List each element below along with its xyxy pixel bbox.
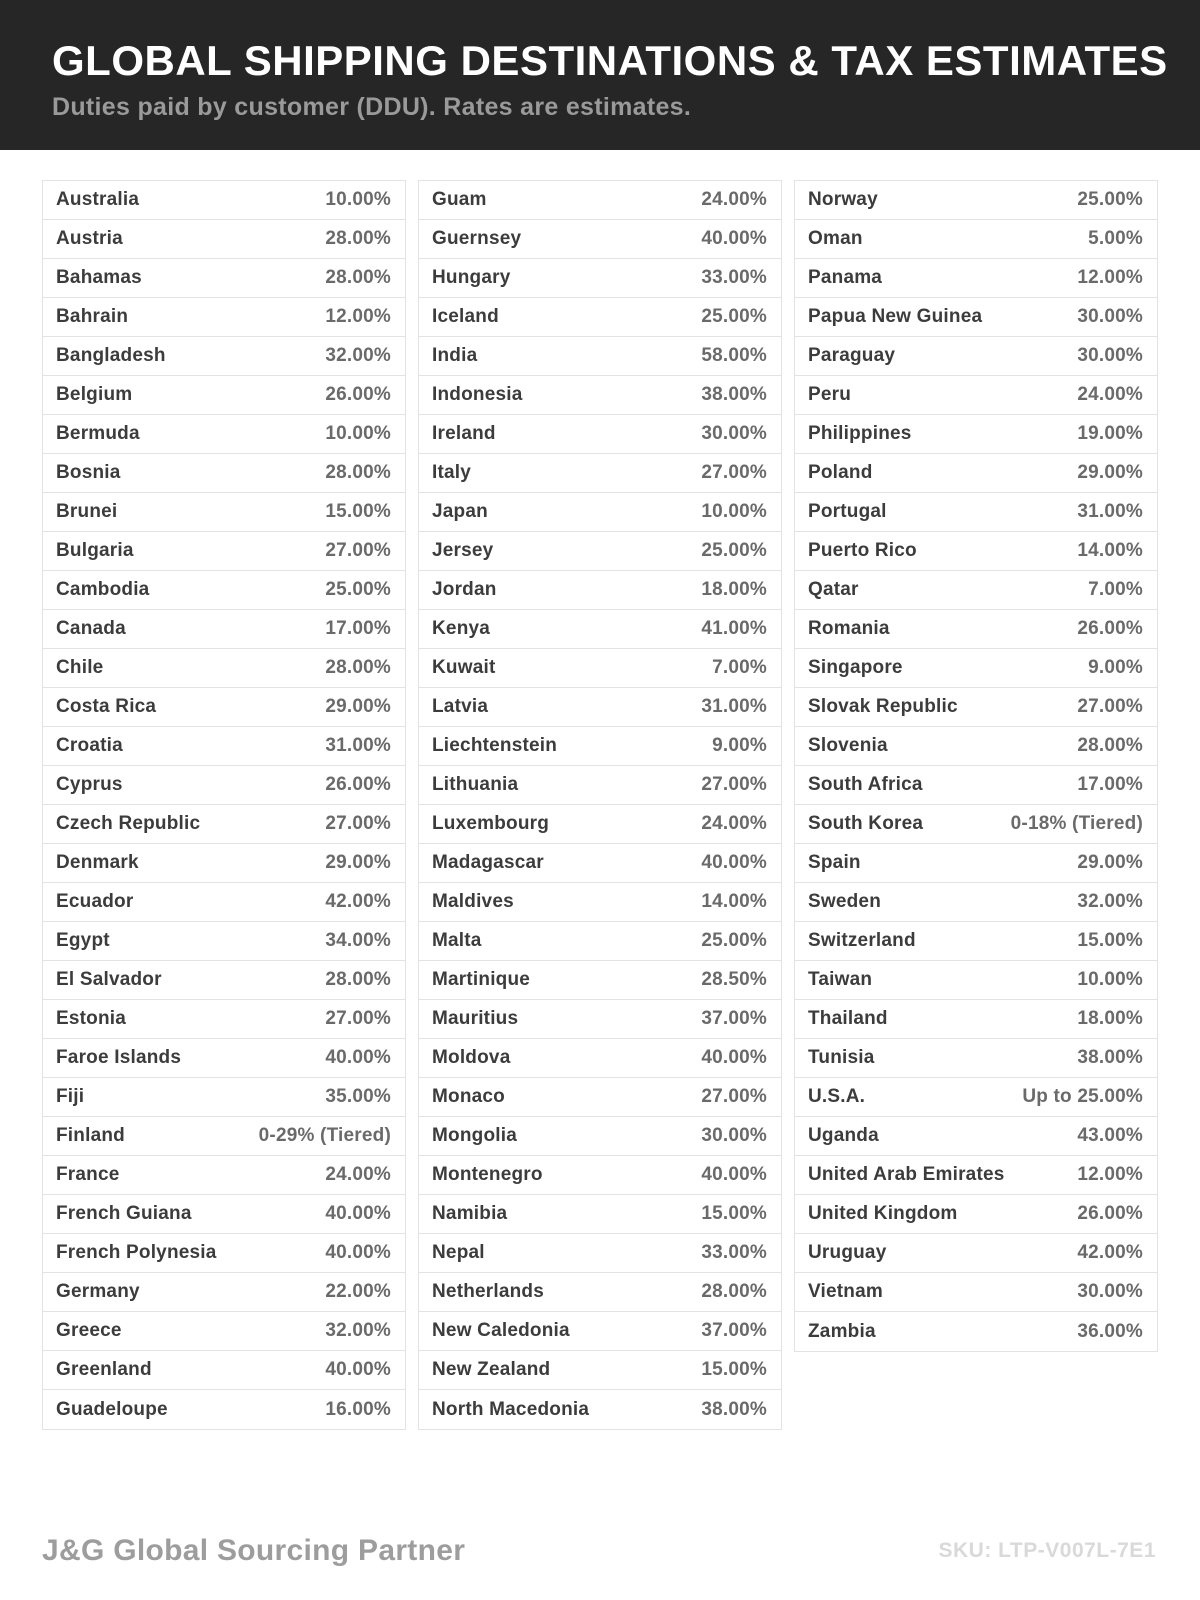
country-name: Fiji xyxy=(56,1086,85,1107)
tax-rate: 12.00% xyxy=(325,306,391,327)
country-name: Thailand xyxy=(808,1008,888,1029)
tax-rate: 25.00% xyxy=(1077,189,1143,210)
table-row xyxy=(419,1312,781,1351)
table-row xyxy=(795,259,1157,298)
country-name: Australia xyxy=(56,189,140,210)
tax-rate: 40.00% xyxy=(325,1242,391,1263)
table-row xyxy=(43,1195,405,1234)
country-name: Faroe Islands xyxy=(56,1047,182,1068)
table-row xyxy=(795,220,1157,259)
table-row xyxy=(419,649,781,688)
country-name: Netherlands xyxy=(432,1281,545,1302)
tax-rate: 29.00% xyxy=(325,696,391,717)
header-banner xyxy=(0,0,1200,150)
table-row xyxy=(795,298,1157,337)
table-row xyxy=(43,220,405,259)
table-row xyxy=(419,1039,781,1078)
table-row xyxy=(419,1234,781,1273)
tax-rate: 40.00% xyxy=(701,1164,767,1185)
table-row xyxy=(795,844,1157,883)
country-name: Denmark xyxy=(56,852,139,873)
tax-rate: 14.00% xyxy=(701,891,767,912)
country-name: Mongolia xyxy=(432,1125,517,1146)
country-name: Malta xyxy=(432,930,482,951)
tax-rate: 42.00% xyxy=(1077,1242,1143,1263)
country-name: Philippines xyxy=(808,423,912,444)
table-row xyxy=(795,922,1157,961)
table-row xyxy=(795,727,1157,766)
country-name: Romania xyxy=(808,618,890,639)
country-name: Martinique xyxy=(432,969,531,990)
table-row xyxy=(419,532,781,571)
country-name: Kuwait xyxy=(432,657,496,678)
tax-rate: 10.00% xyxy=(701,501,767,522)
country-name: Jordan xyxy=(432,579,497,600)
country-name: North Macedonia xyxy=(432,1398,590,1420)
table-row xyxy=(795,181,1157,220)
table-row xyxy=(795,1000,1157,1039)
table-row xyxy=(43,1117,405,1156)
country-name: Namibia xyxy=(432,1203,508,1224)
table-row xyxy=(43,1039,405,1078)
tax-rate: 36.00% xyxy=(1077,1320,1143,1342)
tax-rate: 33.00% xyxy=(701,267,767,288)
country-name: Hungary xyxy=(432,267,511,288)
table-row xyxy=(795,376,1157,415)
tax-rate: 27.00% xyxy=(1077,696,1143,717)
country-name: French Polynesia xyxy=(56,1242,217,1263)
country-name: Liechtenstein xyxy=(432,735,558,756)
country-name: Sweden xyxy=(808,891,881,912)
tax-rate: 28.00% xyxy=(1077,735,1143,756)
table-row xyxy=(795,1117,1157,1156)
table-row xyxy=(43,571,405,610)
table-row xyxy=(43,1234,405,1273)
tax-rate: 40.00% xyxy=(325,1047,391,1068)
table-row xyxy=(795,649,1157,688)
country-name: Qatar xyxy=(808,579,859,600)
tax-rate: 26.00% xyxy=(325,384,391,405)
tax-rate: 37.00% xyxy=(701,1320,767,1341)
table-row xyxy=(43,415,405,454)
country-name: Finland xyxy=(56,1125,125,1146)
table-row xyxy=(43,922,405,961)
tax-rate: 27.00% xyxy=(701,462,767,483)
table-row xyxy=(419,844,781,883)
table-row xyxy=(795,610,1157,649)
country-name: Tunisia xyxy=(808,1047,875,1068)
table-row xyxy=(43,649,405,688)
table-row xyxy=(43,337,405,376)
tax-rate: 12.00% xyxy=(1077,267,1143,288)
tax-rate: 27.00% xyxy=(701,774,767,795)
country-name: Japan xyxy=(432,501,488,522)
country-name: Maldives xyxy=(432,891,514,912)
table-row xyxy=(419,961,781,1000)
tax-rate: 12.00% xyxy=(1077,1164,1143,1185)
tax-rate: 26.00% xyxy=(1077,618,1143,639)
table-row xyxy=(795,415,1157,454)
country-name: Norway xyxy=(808,189,878,210)
table-row xyxy=(795,1273,1157,1312)
country-name: Greece xyxy=(56,1320,122,1341)
country-name: Kenya xyxy=(432,618,491,639)
country-name: Egypt xyxy=(56,930,110,951)
country-name: Italy xyxy=(432,462,472,483)
country-name: Uruguay xyxy=(808,1242,887,1263)
country-name: Peru xyxy=(808,384,852,405)
country-name: Estonia xyxy=(56,1008,127,1029)
country-name: Guadeloupe xyxy=(56,1398,168,1420)
country-name: Poland xyxy=(808,462,873,483)
table-row xyxy=(419,337,781,376)
country-name: Croatia xyxy=(56,735,123,756)
tax-rate: 10.00% xyxy=(325,189,391,210)
country-name: Moldova xyxy=(432,1047,511,1068)
tax-rate: 28.00% xyxy=(325,969,391,990)
tax-rate: 17.00% xyxy=(325,618,391,639)
country-name: New Caledonia xyxy=(432,1320,570,1341)
tax-rate: 27.00% xyxy=(325,1008,391,1029)
country-name: El Salvador xyxy=(56,969,162,990)
tax-rate: 35.00% xyxy=(325,1086,391,1107)
table-row xyxy=(795,961,1157,1000)
country-name: Taiwan xyxy=(808,969,873,990)
country-name: Austria xyxy=(56,228,123,249)
country-name: Bahamas xyxy=(56,267,142,288)
country-name: Brunei xyxy=(56,501,118,522)
table-row xyxy=(43,454,405,493)
tax-rate: 30.00% xyxy=(701,1125,767,1146)
table-row xyxy=(419,1273,781,1312)
table-row xyxy=(43,1156,405,1195)
country-name: Ireland xyxy=(432,423,496,444)
table-row xyxy=(419,493,781,532)
table-row xyxy=(419,1156,781,1195)
table-row xyxy=(795,493,1157,532)
tax-rate: 30.00% xyxy=(1077,306,1143,327)
tax-rate: 26.00% xyxy=(325,774,391,795)
table-row xyxy=(795,883,1157,922)
country-name: India xyxy=(432,345,478,366)
table-row xyxy=(43,688,405,727)
country-name: United Arab Emirates xyxy=(808,1164,1005,1185)
country-name: Bangladesh xyxy=(56,345,166,366)
table-row xyxy=(419,610,781,649)
country-name: Greenland xyxy=(56,1359,152,1380)
tax-rate: 19.00% xyxy=(1077,423,1143,444)
table-row xyxy=(43,298,405,337)
country-name: Oman xyxy=(808,228,863,249)
table-row xyxy=(43,1312,405,1351)
tax-rate: 32.00% xyxy=(325,345,391,366)
table-row xyxy=(419,1117,781,1156)
table-row xyxy=(43,844,405,883)
tax-rate: 58.00% xyxy=(701,345,767,366)
tax-rate: 9.00% xyxy=(712,735,767,756)
table-row xyxy=(795,1195,1157,1234)
tax-rate: 25.00% xyxy=(701,306,767,327)
table-row xyxy=(43,610,405,649)
tax-rate: 15.00% xyxy=(701,1203,767,1224)
country-name: Guam xyxy=(432,189,487,210)
country-name: New Zealand xyxy=(432,1359,551,1380)
tax-rate: 15.00% xyxy=(325,501,391,522)
table-row xyxy=(419,1195,781,1234)
table-row xyxy=(43,766,405,805)
table-row xyxy=(795,1039,1157,1078)
country-name: Ecuador xyxy=(56,891,134,912)
country-name: Latvia xyxy=(432,696,489,717)
tax-rate: 28.00% xyxy=(325,267,391,288)
tax-rate: 28.00% xyxy=(325,657,391,678)
tax-rate: 28.00% xyxy=(325,228,391,249)
footer xyxy=(42,1534,1156,1568)
rates-column-3 xyxy=(794,180,1158,1352)
table-row xyxy=(43,727,405,766)
tax-rate: 27.00% xyxy=(325,540,391,561)
table-row xyxy=(43,1390,405,1429)
country-name: Canada xyxy=(56,618,126,639)
table-row xyxy=(43,181,405,220)
country-name: France xyxy=(56,1164,120,1185)
table-row xyxy=(43,532,405,571)
table-row xyxy=(419,259,781,298)
tax-rate: 9.00% xyxy=(1088,657,1143,678)
rates-column-1 xyxy=(42,180,406,1430)
tax-rate: 38.00% xyxy=(1077,1047,1143,1068)
tax-rate: 7.00% xyxy=(712,657,767,678)
rates-column-2 xyxy=(418,180,782,1430)
tax-rate: 30.00% xyxy=(1077,345,1143,366)
tax-rate: 18.00% xyxy=(701,579,767,600)
sku-label: SKU: LTP-V007L-7E1 xyxy=(938,1539,1156,1562)
tax-rate: 25.00% xyxy=(701,930,767,951)
table-row xyxy=(419,376,781,415)
table-row xyxy=(795,532,1157,571)
country-name: Bahrain xyxy=(56,306,129,327)
tax-rate: 40.00% xyxy=(701,852,767,873)
table-row xyxy=(795,1234,1157,1273)
tax-rate: 30.00% xyxy=(701,423,767,444)
country-name: Mauritius xyxy=(432,1008,519,1029)
country-name: Cambodia xyxy=(56,579,150,600)
tax-rate: 25.00% xyxy=(325,579,391,600)
table-row xyxy=(419,766,781,805)
table-row xyxy=(419,1078,781,1117)
tax-rate: 43.00% xyxy=(1077,1125,1143,1146)
table-row xyxy=(419,922,781,961)
tax-rate: 31.00% xyxy=(325,735,391,756)
tax-rate: 25.00% xyxy=(701,540,767,561)
country-name: Bosnia xyxy=(56,462,121,483)
country-name: Zambia xyxy=(808,1320,876,1342)
tax-rate: 24.00% xyxy=(1077,384,1143,405)
tax-rate: 10.00% xyxy=(1077,969,1143,990)
country-name: Indonesia xyxy=(432,384,523,405)
tax-rate: 29.00% xyxy=(1077,462,1143,483)
country-name: Uganda xyxy=(808,1125,879,1146)
tax-rate: 0-29% (Tiered) xyxy=(258,1125,391,1146)
table-row xyxy=(419,1390,781,1429)
tax-rate: 24.00% xyxy=(325,1164,391,1185)
table-row xyxy=(795,337,1157,376)
brand-name: J&G Global Sourcing Partner xyxy=(42,1534,466,1567)
tax-rate: 28.00% xyxy=(701,1281,767,1302)
tax-rate: 40.00% xyxy=(325,1359,391,1380)
tax-rate: 10.00% xyxy=(325,423,391,444)
tax-rate: 29.00% xyxy=(1077,852,1143,873)
tax-rate: 32.00% xyxy=(325,1320,391,1341)
tax-rate: 40.00% xyxy=(325,1203,391,1224)
table-row xyxy=(43,1078,405,1117)
country-name: Spain xyxy=(808,852,861,873)
country-name: United Kingdom xyxy=(808,1203,958,1224)
tax-rate: 5.00% xyxy=(1088,228,1143,249)
country-name: Cyprus xyxy=(56,774,123,795)
tax-rate: 28.50% xyxy=(701,969,767,990)
country-name: Madagascar xyxy=(432,852,544,873)
country-name: Papua New Guinea xyxy=(808,306,983,327)
tax-rate: 7.00% xyxy=(1088,579,1143,600)
tax-rate: 22.00% xyxy=(325,1281,391,1302)
tax-rate: 40.00% xyxy=(701,228,767,249)
tax-rate: 15.00% xyxy=(1077,930,1143,951)
country-name: Monaco xyxy=(432,1086,505,1107)
country-name: Slovak Republic xyxy=(808,696,958,717)
country-name: South Africa xyxy=(808,774,923,795)
tax-rate: 31.00% xyxy=(701,696,767,717)
table-row xyxy=(43,883,405,922)
tax-rate: 27.00% xyxy=(325,813,391,834)
tax-rate: 16.00% xyxy=(325,1398,391,1420)
rates-table xyxy=(42,180,1158,1430)
country-name: Portugal xyxy=(808,501,887,522)
country-name: U.S.A. xyxy=(808,1086,866,1107)
table-row xyxy=(419,298,781,337)
country-name: Montenegro xyxy=(432,1164,543,1185)
country-name: Puerto Rico xyxy=(808,540,917,561)
table-row xyxy=(43,1273,405,1312)
country-name: Belgium xyxy=(56,384,133,405)
country-name: French Guiana xyxy=(56,1203,192,1224)
tax-rate: 40.00% xyxy=(701,1047,767,1068)
table-row xyxy=(419,688,781,727)
tax-rate: 17.00% xyxy=(1077,774,1143,795)
country-name: Switzerland xyxy=(808,930,916,951)
country-name: Chile xyxy=(56,657,104,678)
country-name: Lithuania xyxy=(432,774,519,795)
tax-rate: 29.00% xyxy=(325,852,391,873)
table-row xyxy=(795,1078,1157,1117)
table-row xyxy=(419,454,781,493)
table-row xyxy=(419,883,781,922)
country-name: Guernsey xyxy=(432,228,522,249)
tax-rate: Up to 25.00% xyxy=(1022,1086,1143,1107)
country-name: Slovenia xyxy=(808,735,888,756)
country-name: South Korea xyxy=(808,813,924,834)
tax-rate: 28.00% xyxy=(325,462,391,483)
table-row xyxy=(43,961,405,1000)
table-row xyxy=(795,805,1157,844)
table-row xyxy=(795,571,1157,610)
table-row xyxy=(419,1000,781,1039)
country-name: Paraguay xyxy=(808,345,896,366)
country-name: Iceland xyxy=(432,306,499,327)
tax-rate: 31.00% xyxy=(1077,501,1143,522)
table-row xyxy=(419,1351,781,1390)
country-name: Czech Republic xyxy=(56,813,201,834)
table-row xyxy=(795,1312,1157,1351)
tax-rate: 24.00% xyxy=(701,189,767,210)
country-name: Vietnam xyxy=(808,1281,883,1302)
table-row xyxy=(43,1000,405,1039)
tax-rate: 14.00% xyxy=(1077,540,1143,561)
tax-rate: 41.00% xyxy=(701,618,767,639)
table-row xyxy=(43,1351,405,1390)
table-row xyxy=(795,688,1157,727)
table-row xyxy=(795,454,1157,493)
tax-rate: 15.00% xyxy=(701,1359,767,1380)
table-row xyxy=(43,493,405,532)
table-row xyxy=(43,376,405,415)
tax-rate: 37.00% xyxy=(701,1008,767,1029)
tax-rate: 38.00% xyxy=(701,1398,767,1420)
table-row xyxy=(419,571,781,610)
table-row xyxy=(43,805,405,844)
tax-rate: 42.00% xyxy=(325,891,391,912)
tax-rate: 30.00% xyxy=(1077,1281,1143,1302)
tax-rate: 0-18% (Tiered) xyxy=(1010,813,1143,834)
tax-rate: 32.00% xyxy=(1077,891,1143,912)
table-row xyxy=(419,220,781,259)
table-row xyxy=(419,415,781,454)
tax-rate: 27.00% xyxy=(701,1086,767,1107)
table-row xyxy=(43,259,405,298)
country-name: Costa Rica xyxy=(56,696,157,717)
tax-rate: 33.00% xyxy=(701,1242,767,1263)
country-name: Bermuda xyxy=(56,423,140,444)
country-name: Bulgaria xyxy=(56,540,134,561)
table-row xyxy=(795,766,1157,805)
tax-rate: 34.00% xyxy=(325,930,391,951)
tax-rate: 24.00% xyxy=(701,813,767,834)
country-name: Panama xyxy=(808,267,883,288)
table-row xyxy=(419,805,781,844)
page-title: GLOBAL SHIPPING DESTINATIONS & TAX ESTIMATES xyxy=(52,37,1168,84)
country-name: Jersey xyxy=(432,540,494,561)
country-name: Nepal xyxy=(432,1242,485,1263)
country-name: Germany xyxy=(56,1281,140,1302)
tax-rate: 18.00% xyxy=(1077,1008,1143,1029)
page-subtitle: Duties paid by customer (DDU). Rates are estimates. xyxy=(52,93,692,122)
country-name: Singapore xyxy=(808,657,903,678)
table-row xyxy=(419,727,781,766)
tax-rate: 26.00% xyxy=(1077,1203,1143,1224)
country-name: Luxembourg xyxy=(432,813,550,834)
table-row xyxy=(795,1156,1157,1195)
tax-rate: 38.00% xyxy=(701,384,767,405)
table-row xyxy=(419,181,781,220)
